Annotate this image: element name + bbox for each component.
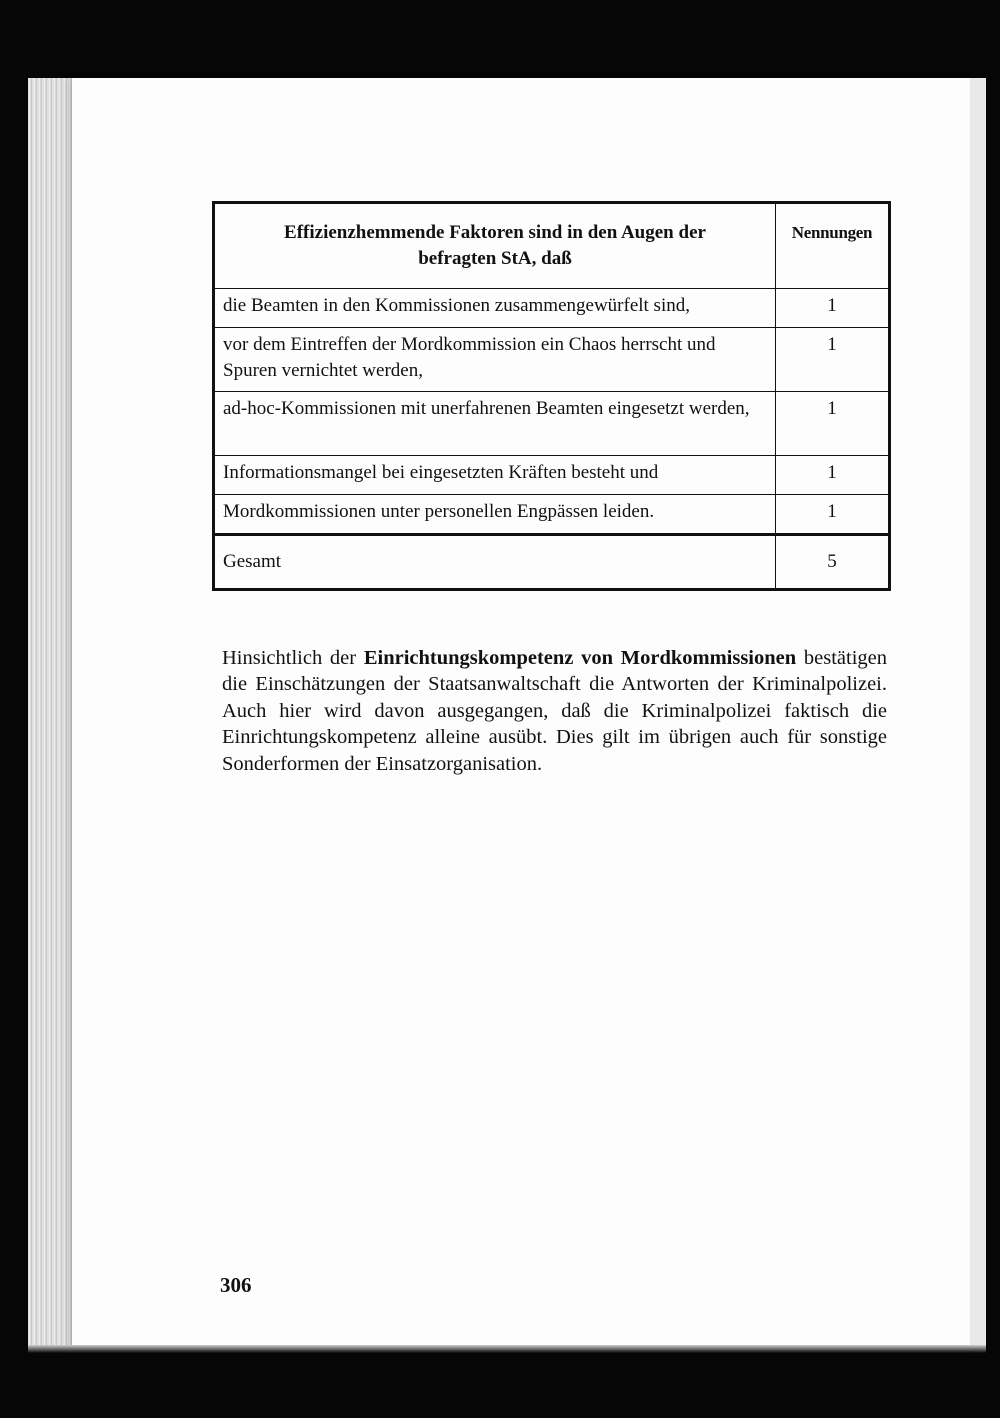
header-factor: Effizienzhemmende Faktoren sind in den Augen der befragten StA, daß [214,203,776,289]
body-paragraph [222,645,887,778]
table-row [214,456,890,495]
header-count: Nennungen [776,203,890,289]
table-total-row [214,535,890,590]
total-count: 5 [776,535,890,590]
paragraph-text-end: bestätigen die Einschätzungen der Staatsanwaltschaft die Antworten der Kriminalpolizei. Auch hier wird davon ausgegangen, daß die Kriminalpolizei faktisch die Einrichtungskompetenz alleine ausübt. Dies gilt im übrigen auch für sonstige Sonderformen der Einsatzorganisation. [222,646,887,775]
facing-page-edge [970,78,986,1350]
table-row [214,328,890,392]
row-text: vor dem Eintreffen der Mordkommission ein Chaos herrscht und Spuren vernichtet werden, [214,328,776,392]
factors-table [212,201,891,591]
row-text: Informationsmangel bei eingesetzten Kräften besteht und [214,456,776,495]
table-row [214,392,890,456]
table-row [214,289,890,328]
paragraph-text-start: Hinsichtlich der [222,646,364,669]
row-count: 1 [776,289,890,328]
row-count: 1 [776,392,890,456]
total-label: Gesamt [214,535,776,590]
row-count: 1 [776,328,890,392]
table-row [214,495,890,535]
paragraph-bold-term: Einrichtungskompetenz von Mordkommissionen [363,646,797,669]
page-bottom-shadow [28,1345,986,1353]
row-text: ad-hoc-Kommissionen mit unerfahrenen Beamten eingesetzt werden, [214,392,776,456]
page-number: 306 [220,1273,252,1297]
row-text: Mordkommissionen unter personellen Engpässen leiden. [214,495,776,535]
row-text: die Beamten in den Kommissionen zusammengewürfelt sind, [214,289,776,328]
table-header-row [214,203,890,289]
row-count: 1 [776,456,890,495]
row-count: 1 [776,495,890,535]
